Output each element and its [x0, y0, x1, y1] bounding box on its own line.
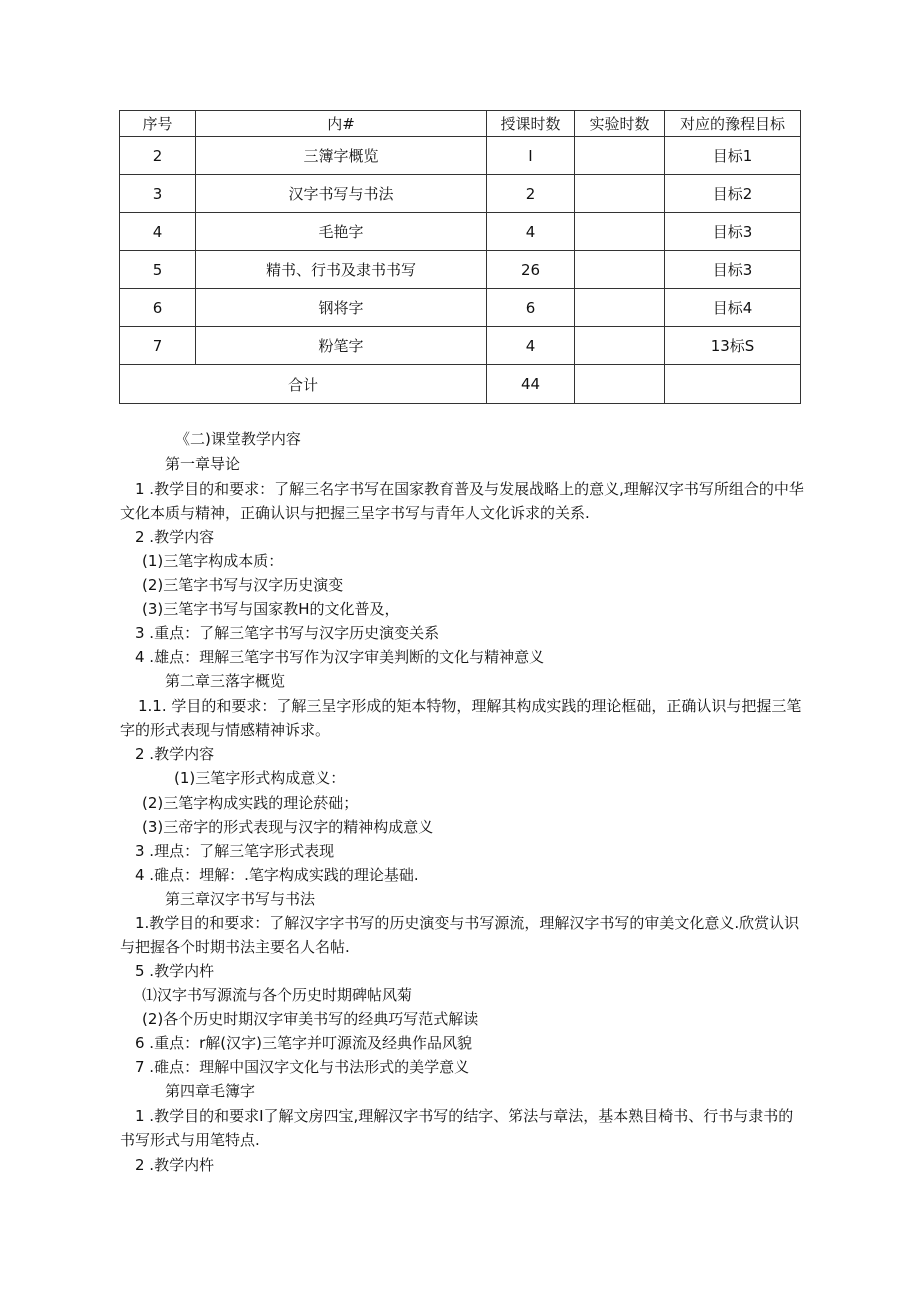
paragraph: 1 .教学目的和要求I了解文房四宝,理解汉字书写的结字、笫法与章法，基本熟目椅书、行书与隶书的 [135, 1107, 794, 1125]
paragraph: 1.1. 学目的和要求：了解三呈字形成的矩本特物，理解其构成实践的理论框础，正确认识与把握三笔 [138, 697, 802, 715]
cell-goal: 目标1 [665, 137, 801, 175]
cell-lab [575, 137, 665, 175]
paragraph: 3 .重点：了解三笔字书写与汉字历史演变关系 [135, 624, 440, 642]
paragraph: 字的形式表现与情感精神诉求。 [120, 721, 331, 739]
paragraph: 2 .教学内容 [135, 745, 215, 763]
paragraph: 4 .碓点：埋解：.笔字构成实践的理论基础. [135, 866, 419, 884]
cell-content: 毛艳字 [196, 213, 487, 251]
chapter-title: 第二章三落字概览 [165, 672, 286, 690]
header-course-goal: 对应的豫程目标 [665, 111, 801, 137]
total-goal [665, 365, 801, 404]
paragraph: 3 .理点：了解三笔字形式表现 [135, 842, 335, 860]
paragraph: 1 .教学目的和要求：了解三名字书写在国家教育普及与发展战略上的意义,理解汉字书写所组合的中华 [135, 480, 804, 498]
cell-hours: 6 [487, 289, 575, 327]
cell-seq: 5 [120, 251, 196, 289]
cell-seq: 6 [120, 289, 196, 327]
header-lab-hours: 实验时数 [575, 111, 665, 137]
cell-lab [575, 289, 665, 327]
table-row [120, 213, 801, 251]
paragraph: 4 .雄点：理解三笔字书写作为汉字审美判断的文化与精神意义 [135, 648, 545, 666]
table-row [120, 289, 801, 327]
cell-lab [575, 175, 665, 213]
cell-seq: 4 [120, 213, 196, 251]
header-content: 内# [196, 111, 487, 137]
cell-hours: 4 [487, 213, 575, 251]
header-seq: 序号 [120, 111, 196, 137]
cell-lab [575, 251, 665, 289]
header-lecture-hours: 授课时数 [487, 111, 575, 137]
table-row [120, 137, 801, 175]
cell-goal: 目标3 [665, 213, 801, 251]
table-row [120, 251, 801, 289]
cell-content: 粉笔字 [196, 327, 487, 365]
list-item: (2)各个历史时期汉字审美书写的经典巧写范式解读 [142, 1010, 479, 1028]
cell-lab [575, 213, 665, 251]
course-hours-table [119, 110, 801, 404]
paragraph: 2 .教学内杵 [135, 1156, 215, 1174]
paragraph: 1.教学目的和要求：了解汉字字书写的历史演变与书写源流，理解汉字书写的审美文化意义.欣赏认识 [135, 914, 800, 932]
paragraph: 6 .重点：r解(汉字)三笔字并叮源流及经典作品风貌 [135, 1034, 472, 1052]
cell-content: 三簿字概览 [196, 137, 487, 175]
cell-hours: I [487, 137, 575, 175]
chapter-title: 第四章毛簿字 [165, 1082, 256, 1100]
paragraph: 与把握各个时期书法主要名人名帖. [120, 938, 350, 956]
cell-hours: 2 [487, 175, 575, 213]
cell-hours: 4 [487, 327, 575, 365]
chapter-title: 第三章汉字书写与书法 [165, 890, 316, 908]
list-item: (3)三笔字书写与国家教H的文化普及， [142, 600, 400, 618]
cell-goal: 目标3 [665, 251, 801, 289]
total-lab [575, 365, 665, 404]
paragraph: 书写形式与用笔特点. [120, 1131, 260, 1149]
paragraph: 文化本质与精神，正确认识与把握三呈字书写与青年人文化诉求的关系. [120, 504, 590, 522]
table-row [120, 175, 801, 213]
cell-seq: 3 [120, 175, 196, 213]
cell-goal: 13标S [665, 327, 801, 365]
cell-goal: 目标2 [665, 175, 801, 213]
cell-seq: 7 [120, 327, 196, 365]
list-item: (1)三笔字构成本质： [142, 552, 284, 570]
list-item: (2)三笔字书写与汉字历史演变 [142, 576, 344, 594]
paragraph: 5 .教学内杵 [135, 962, 215, 980]
cell-hours: 26 [487, 251, 575, 289]
total-hours: 44 [487, 365, 575, 404]
list-item: ⑴汉字书写源流与各个历史时期碑帖风菊 [142, 986, 413, 1004]
section-title: 《二)课堂教学内容 [175, 430, 301, 448]
total-label: 合计 [120, 365, 487, 404]
cell-content: 精书、行书及隶书书写 [196, 251, 487, 289]
list-item: (1)三笔字形式构成意义： [174, 769, 346, 787]
paragraph: 2 .教学内容 [135, 528, 215, 546]
list-item: (2)三笔字构成实践的理论菸础； [142, 794, 359, 812]
cell-lab [575, 327, 665, 365]
table-row [120, 327, 801, 365]
cell-content: 汉字书写与书法 [196, 175, 487, 213]
table-total-row [120, 365, 801, 404]
list-item: (3)三帝字的形式表现与汉字的精神构成意义 [142, 818, 434, 836]
cell-content: 钢将字 [196, 289, 487, 327]
paragraph: 7 .碓点：理解中国汉字文化与书法形式的美学意义 [135, 1058, 470, 1076]
cell-seq: 2 [120, 137, 196, 175]
cell-goal: 目标4 [665, 289, 801, 327]
table-header-row [120, 111, 801, 137]
chapter-title: 第一章导论 [165, 455, 241, 473]
